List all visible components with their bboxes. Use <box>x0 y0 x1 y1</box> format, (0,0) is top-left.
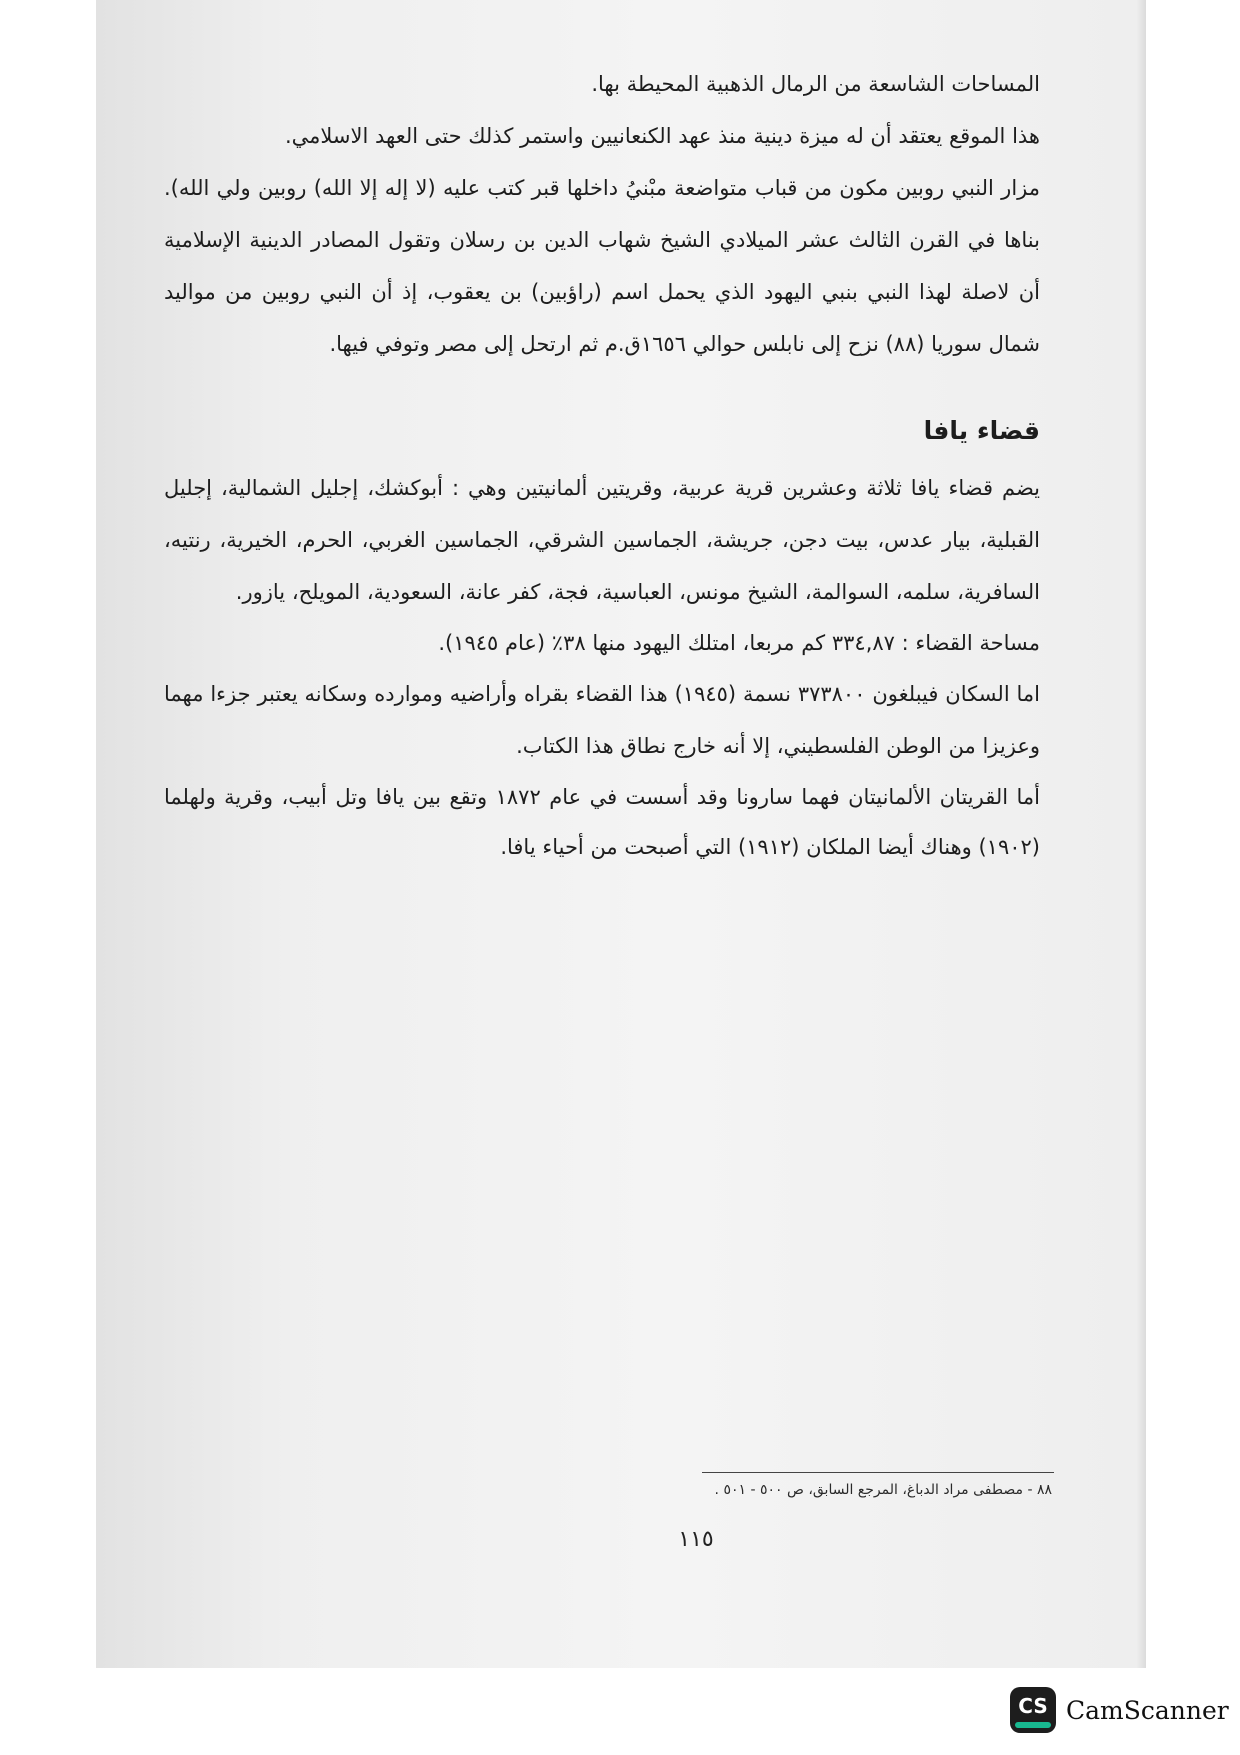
camscanner-brand-name: CamScanner <box>1066 1695 1229 1725</box>
footnote: ٨٨ - مصطفى مراد الدباغ، المرجع السابق، ص ٥٠٠ - ٥٠١ . <box>714 1482 1052 1498</box>
footnote-divider <box>702 1472 1054 1473</box>
page-number: ١١٥ <box>678 1527 714 1552</box>
camscanner-logo-bar <box>1015 1722 1051 1728</box>
paragraph-german-villages: أما القريتان الألمانيتان فهما سارونا وقد أسست في عام ١٨٧٢ وتقع بين يافا وتل أبيب، وقرية ولهلما (١٩٠٢) وهناك أيضا الملكان (١٩١٢) التي أصبحت من أحياء يافا. <box>164 785 1040 859</box>
paragraph-nabi-rubin-shrine: مزار النبي روبين مكون من قباب متواضعة مبْنيُ داخلها قبر كتب عليه (لا إله إلا الله) روبين ولي الله). بناها في القرن الثالث عشر الميلادي الشيخ شهاب الدين بن رسلان وتقول المصادر الدينية الإسلامية أن لاصلة لهذا النبي بنبي اليهود الذي يحمل اسم (راؤبين) بن يعقوب، إذ أن النبي روبين من مواليد شمال سوريا (٨٨) نزح إلى نابلس حوالي ١٦٥٦ق.م ثم ارتحل إلى مصر وتوفي فيها. <box>164 176 1040 356</box>
paragraph-villages-list: يضم قضاء يافا ثلاثة وعشرين قرية عربية، وقريتين ألمانيتين وهي : أبوكشك، إجليل الشمالية، إجليل القبلية، بيار عدس، بيت دجن، جريشة، الجماسين الشرقي، الجماسين الغربي، الحرم، الخيرية، رنتيه، السافرية، سلمه، السوالمة، الشيخ مونس، العباسية، فجة، كفر عانة، السعودية، المويلح، يازور. <box>164 476 1040 604</box>
paragraph-sands: المساحات الشاسعة من الرمال الذهبية المحيطة بها. <box>591 72 1040 96</box>
paragraph-district-area: مساحة القضاء : ٣٣٤,٨٧ كم مربعا، امتلك اليهود منها ٣٨٪ (عام ١٩٤٥). <box>438 631 1040 655</box>
paragraph-religious-site: هذا الموقع يعتقد أن له ميزة دينية منذ عهد الكنعانيين واستمر كذلك حتى العهد الاسلامي. <box>284 124 1040 148</box>
camscanner-watermark <box>1010 1686 1229 1734</box>
paragraph-population: اما السكان فيبلغون ٣٧٣٨٠٠ نسمة (١٩٤٥) هذا القضاء بقراه وأراضيه وموارده وسكانه يعتبر جزءا مهما وعزيزا من الوطن الفلسطيني، إلا أنه خارج نطاق هذا الكتاب. <box>164 682 1040 758</box>
page-body-text <box>164 58 1040 872</box>
scanned-page <box>96 0 1146 1668</box>
camscanner-logo-icon <box>1010 1687 1056 1733</box>
section-heading-jaffa-district: قضاء يافا <box>923 416 1040 445</box>
section-spacer <box>164 370 1040 408</box>
camscanner-logo-letters: CS <box>1018 1694 1048 1718</box>
